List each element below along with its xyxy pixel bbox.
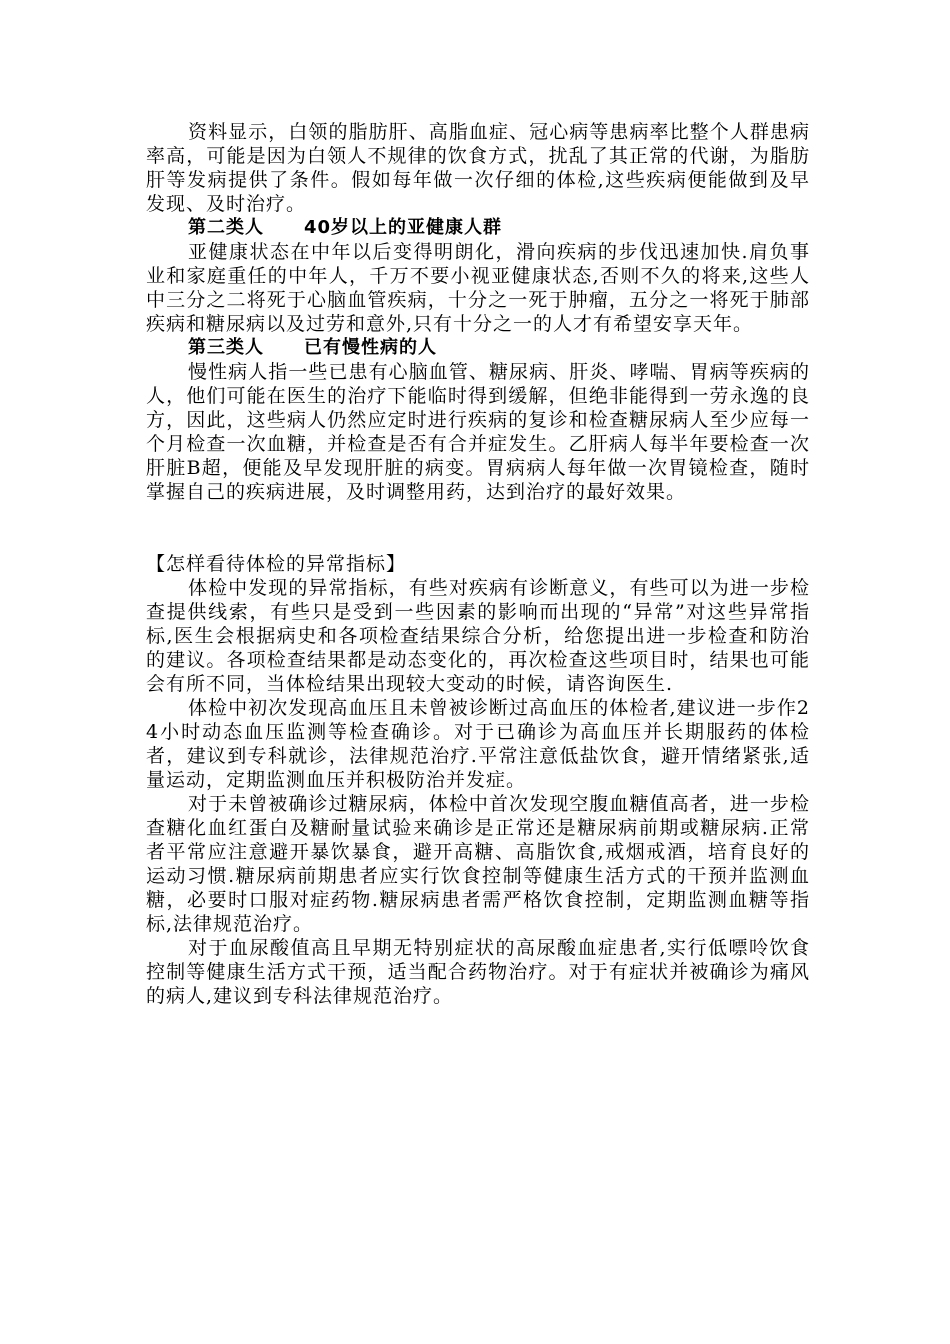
group2-title: 40岁以上的亚健康人群 <box>304 217 503 238</box>
group3-paragraph: 慢性病人指一些已患有心脑血管、糖尿病、肝炎、哮喘、胃病等疾病的人，他们可能在医生的治疗下能临时得到缓解，但绝非能得到一劳永逸的良方，因此，这些病人仍然应定时进行疾病的复诊和检查糖尿病人至少应每一个月检查一次血糖，并检查是否有合并症发生。乙肝病人每半年要检查一次肝脏B超，便能及早发现肝脏的病变。胃病病人每年做一次胃镜检查，随时掌握自己的疾病进展，及时调整用药，达到治疗的最好效果。 <box>146 361 810 503</box>
group3-heading <box>146 336 810 360</box>
group2-heading <box>146 216 810 240</box>
group3-title: 已有慢性病的人 <box>304 337 437 358</box>
group2-paragraph: 亚健康状态在中年以后变得明朗化，滑向疾病的步伐迅速加快.肩负事业和家庭重任的中年人，千万不要小视亚健康状态,否则不久的将来,这些人中三分之二将死于心脑血管疾病，十分之一死于肿瘤，五分之一将死于肺部疾病和糖尿病以及过劳和意外,只有十分之一的人才有希望安享天年。 <box>146 241 810 335</box>
section-title: 【怎样看待体检的异常指标】 <box>146 553 407 575</box>
abnormal-indicators-paragraph: 体检中发现的异常指标，有些对疾病有诊断意义，有些可以为进一步检查提供线索，有些只是受到一些因素的影响而出现的“异常”对这些异常指标,医生会根据病史和各项检查结果综合分析，给您提出进一步检查和防治的建议。各项检查结果都是动态变化的，再次检查这些项目时，结果也可能会有所不同，当体检结果出现较大变动的时候，请咨询医生. <box>146 577 810 695</box>
uric-acid-paragraph: 对于血尿酸值高且早期无特别症状的高尿酸血症患者,实行低嘌呤饮食控制等健康生活方式干预，适当配合药物治疗。对于有症状并被确诊为痛风的病人,建议到专科法律规范治疗。 <box>146 937 810 1007</box>
group2-label: 第二类人 <box>188 217 264 238</box>
diabetes-paragraph: 对于未曾被确诊过糖尿病，体检中首次发现空腹血糖值高者，进一步检查糖化血红蛋白及糖耐量试验来确诊是正常还是糖尿病前期或糖尿病.正常者平常应注意避开暴饮暴食，避开高糖、高脂饮食,戒烟戒酒，培育良好的运动习惯.糖尿病前期患者应实行饮食控制等健康生活方式的干预并监测血糖，必要时口服对症药物.糖尿病患者需严格饮食控制，定期监测血糖等指标,法律规范治疗。 <box>146 793 810 935</box>
group3-label: 第三类人 <box>188 337 264 358</box>
document-page <box>146 120 810 1008</box>
intro-paragraph: 资料显示，白领的脂肪肝、高脂血症、冠心病等患病率比整个人群患病率高，可能是因为白领人不规律的饮食方式，扰乱了其正常的代谢，为脂肪肝等发病提供了条件。假如每年做一次仔细的体检,这些疾病便能做到及早发现、及时治疗。 <box>146 121 810 215</box>
section-spacer <box>146 504 810 552</box>
hypertension-paragraph: 体检中初次发现高血压且未曾被诊断过高血压的体检者,建议进一步作24小时动态血压监测等检查确诊。对于已确诊为高血压并长期服药的体检者，建议到专科就诊，法律规范治疗.平常注意低盐饮食，避开情绪紧张,适量运动，定期监测血压并积极防治并发症。 <box>146 697 810 791</box>
